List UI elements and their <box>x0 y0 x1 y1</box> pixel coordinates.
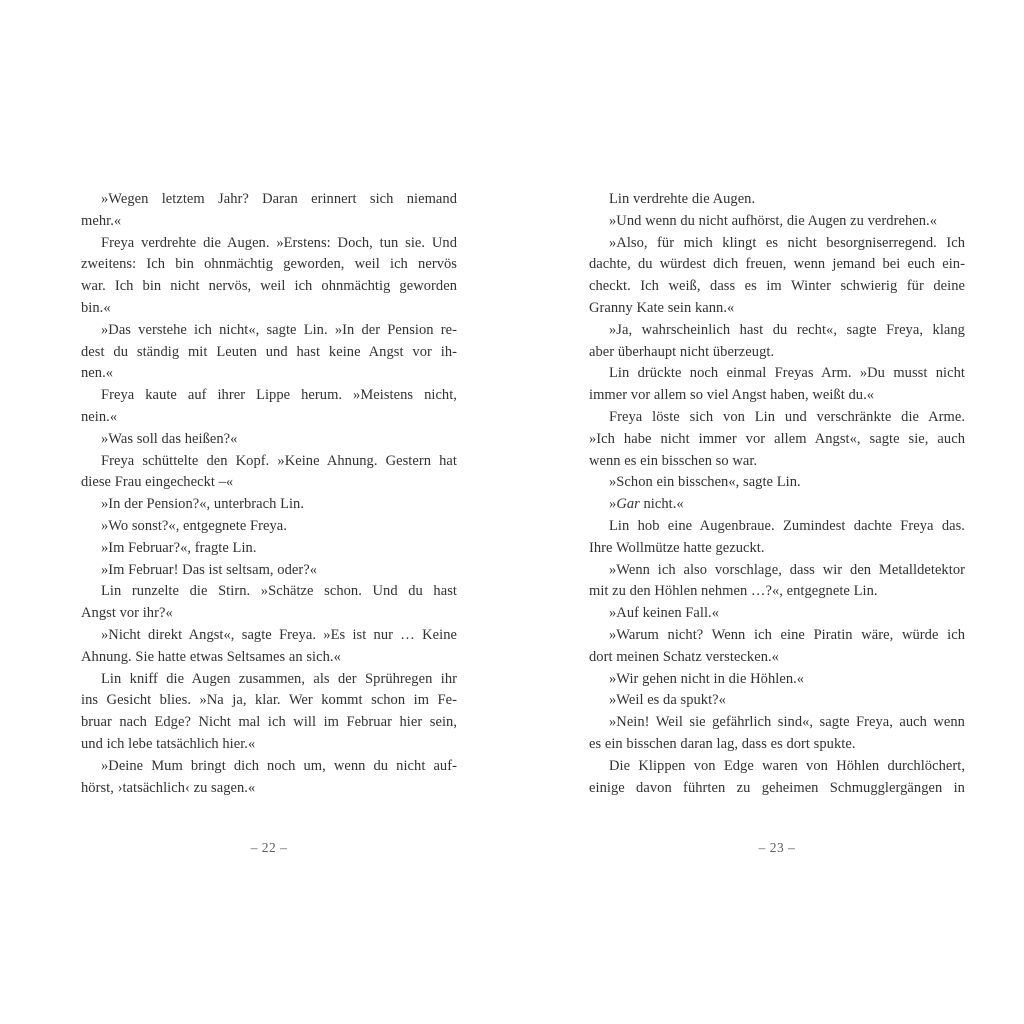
text-line: Freya löste sich von Lin und verschränkte die Arme. <box>609 408 965 425</box>
text-line: Lin drückte noch einmal Freyas Arm. »Du musst nicht <box>609 365 965 382</box>
text-line: bruar nach Edge? Nicht mal ich will im Februar hier sein, <box>81 714 457 731</box>
text-line: »Wo sonst?«, entgegnete Freya. <box>101 517 287 534</box>
text-line: »Und wenn du nicht aufhörst, die Augen zu verdrehen.« <box>609 212 938 229</box>
text-line: mit zu den Höhlen nehmen …?«, entgegnete Lin. <box>589 583 878 600</box>
page-left <box>81 189 457 855</box>
text-line: bin.« <box>81 299 111 316</box>
text-line: »Das verstehe ich nicht«, sagte Lin. »In der Pension re- <box>101 321 457 338</box>
text-line: »Auf keinen Fall.« <box>609 605 720 622</box>
text-line: Lin kniff die Augen zusammen, als der Sprühregen ihr <box>101 670 457 687</box>
text-line: »Im Februar! Das ist seltsam, oder?« <box>101 561 318 578</box>
text-line: Freya kaute auf ihrer Lippe herum. »Meistens nicht, <box>101 387 457 404</box>
text-line: »Ja, wahrscheinlich hast du recht«, sagte Freya, klang <box>609 321 965 338</box>
text-line: »Wegen letztem Jahr? Daran erinnert sich niemand <box>101 191 457 207</box>
text-line: immer vor allem so viel Angst haben, weißt du.« <box>589 387 875 404</box>
text-line: »Im Februar?«, fragte Lin. <box>101 539 257 556</box>
text-line: »Also, für mich klingt es nicht besorgniserregend. Ich <box>609 234 965 251</box>
page-right-text-block <box>589 189 965 799</box>
text-line: »Wenn ich also vorschlage, dass wir den Metalldetektor <box>609 561 965 578</box>
text-line: »Was soll das heißen?« <box>101 430 238 447</box>
text-segment: nicht.« <box>639 496 684 513</box>
text-line: »Warum nicht? Wenn ich eine Piratin wäre, würde ich <box>609 626 965 643</box>
text-line: zweitens: Ich bin ohnmächtig geworden, weil ich nervös <box>81 256 457 273</box>
text-line: »Nicht direkt Angst«, sagte Freya. »Es ist nur … Keine <box>101 626 457 643</box>
text-line: Ahnung. Sie hatte etwas Seltsames an sich.« <box>81 648 341 665</box>
page-number-right: – 23 – <box>758 840 796 855</box>
text-line: Lin verdrehte die Augen. <box>609 191 756 207</box>
text-line: hörst, ›tatsächlich‹ zu sagen.« <box>81 779 256 796</box>
text-line: dachte, du würdest dich freuen, wenn jemand bei euch ein- <box>589 256 965 273</box>
text-line: mehr.« <box>81 212 122 229</box>
text-line: »Ich habe nicht immer vor allem Angst«, sagte sie, auch <box>589 430 965 447</box>
text-line: Ihre Wollmütze hatte gezuckt. <box>589 539 765 556</box>
text-line: »Schon ein bisschen«, sagte Lin. <box>609 474 801 491</box>
text-line: wenn es ein bisschen so war. <box>589 452 758 469</box>
text-line: nen.« <box>81 365 114 382</box>
text-line: Angst vor ihr?« <box>81 605 173 622</box>
text-segment-italic: Gar <box>616 496 640 513</box>
text-line: es ein bisschen daran lag, dass es dort spukte. <box>589 735 856 752</box>
page-number-left: – 22 – <box>250 840 288 855</box>
text-line: »Nein! Weil sie gefährlich sind«, sagte Freya, auch wenn <box>609 714 965 731</box>
text-line: dest du ständig mit Leuten und hast keine Angst vor ih- <box>81 343 457 360</box>
text-line: dort meinen Schatz verstecken.« <box>589 648 779 665</box>
text-line: aber überhaupt nicht überzeugt. <box>589 343 775 360</box>
text-line: und ich lebe tatsächlich hier.« <box>81 735 256 752</box>
text-line: einige davon führten zu geheimen Schmugglergängen in <box>589 779 965 796</box>
text-segment: » <box>609 496 617 513</box>
text-line: nein.« <box>81 408 118 425</box>
page-right <box>589 189 965 855</box>
text-line: »Deine Mum bringt dich noch um, wenn du nicht auf- <box>101 757 457 774</box>
text-line: war. Ich bin nicht nervös, weil ich ohnmächtig geworden <box>81 278 457 295</box>
text-line: Granny Kate sein kann.« <box>589 299 735 316</box>
text-line: ins Gesicht blies. »Na ja, klar. Wer kommt schon im Fe- <box>81 692 457 709</box>
text-line: »Weil es da spukt?« <box>609 692 726 709</box>
page-left-text-block <box>81 189 457 799</box>
text-line: checkt. Ich weiß, dass es im Winter schwierig für deine <box>589 278 965 295</box>
text-line <box>589 494 965 516</box>
text-line: Lin runzelte die Stirn. »Schätze schon. Und du hast <box>101 583 457 600</box>
text-line: Die Klippen von Edge waren von Höhlen durchlöchert, <box>609 757 965 774</box>
text-line: »Wir gehen nicht in die Höhlen.« <box>609 670 805 687</box>
text-line: Freya schüttelte den Kopf. »Keine Ahnung. Gestern hat <box>101 452 457 469</box>
text-line: Lin hob eine Augenbraue. Zumindest dachte Freya das. <box>609 517 965 534</box>
text-line: diese Frau eingecheckt –« <box>81 474 234 491</box>
text-line: »In der Pension?«, unterbrach Lin. <box>101 496 305 513</box>
text-line: Freya verdrehte die Augen. »Erstens: Doch, tun sie. Und <box>101 234 457 251</box>
